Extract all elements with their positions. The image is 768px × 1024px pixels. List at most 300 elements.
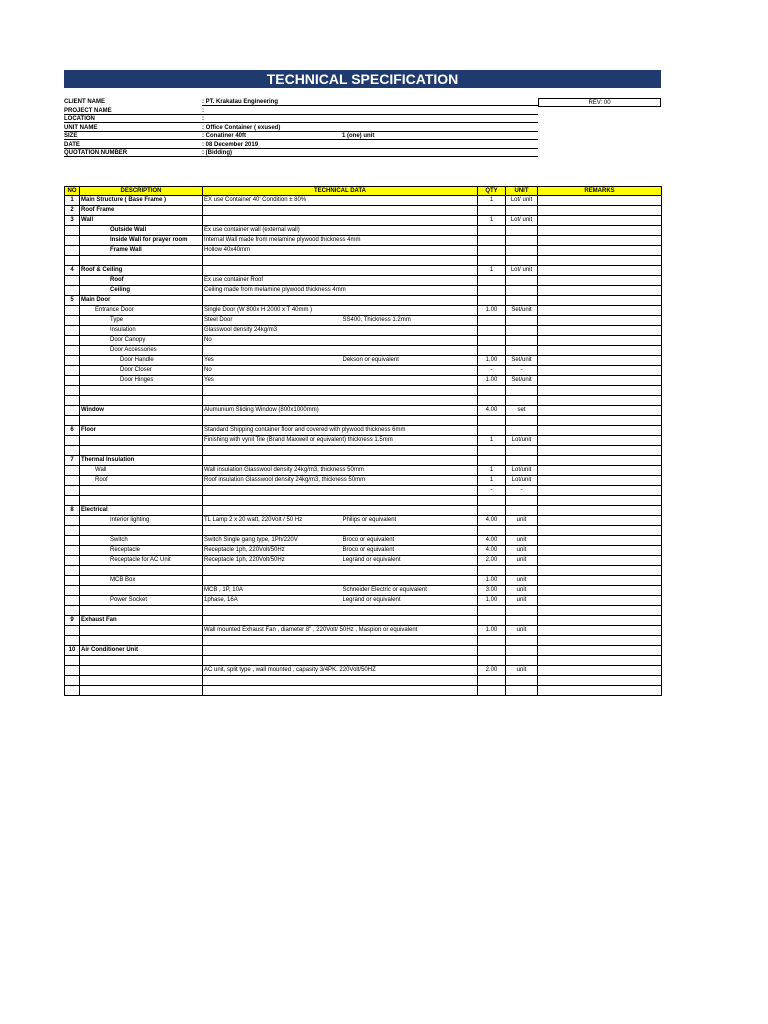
table-row <box>65 466 662 476</box>
row-description <box>80 686 203 696</box>
row-description: Receptacle for AC Unit <box>80 556 203 566</box>
row-description: Frame Wall <box>80 246 203 256</box>
row-qty: 1 <box>478 466 506 476</box>
row-qty: 3.00 <box>478 586 506 596</box>
row-unit <box>506 616 538 626</box>
row-number <box>65 346 80 356</box>
row-technical-data: Steel Door <box>203 316 342 326</box>
row-qty <box>478 566 506 576</box>
row-unit: Lot/ unit <box>506 266 538 276</box>
table-row <box>65 586 662 596</box>
spec-sheet <box>64 70 661 673</box>
row-unit <box>506 656 538 666</box>
row-technical-data-secondary: Legrand or equivalent <box>342 556 478 566</box>
row-unit <box>506 446 538 456</box>
row-remarks <box>538 206 662 216</box>
row-unit: unit <box>506 576 538 586</box>
row-technical-data-secondary <box>342 566 478 576</box>
row-unit <box>506 676 538 686</box>
row-technical-data <box>203 566 342 576</box>
row-number <box>65 396 80 406</box>
row-unit <box>506 496 538 506</box>
row-technical-data <box>203 656 342 666</box>
row-number: 2 <box>65 206 80 216</box>
row-qty <box>478 226 506 236</box>
row-technical-data: MCB , 1P, 10A <box>203 586 342 596</box>
row-qty: - <box>478 486 506 496</box>
row-remarks <box>538 676 662 686</box>
table-row <box>65 446 662 456</box>
row-qty: 1 <box>478 476 506 486</box>
row-technical-data: No <box>203 336 342 346</box>
row-unit: - <box>506 486 538 496</box>
table-row <box>65 346 662 356</box>
row-technical-data: Standard Shipping container floor and covered with plywood thickness 6mm <box>203 426 342 436</box>
row-technical-data: Roof insulation Glasswool density 24kg/m3, thickness 50mm <box>203 476 342 486</box>
row-unit <box>506 296 538 306</box>
row-qty <box>478 256 506 266</box>
row-number <box>65 486 80 496</box>
row-qty: 2.00 <box>478 666 506 676</box>
header-field-value: : (Bidding) <box>202 150 232 156</box>
row-unit: unit <box>506 556 538 566</box>
row-technical-data: Yes <box>203 356 342 366</box>
row-remarks <box>538 626 662 636</box>
row-remarks <box>538 426 662 436</box>
row-technical-data <box>203 396 342 406</box>
row-remarks <box>538 316 662 326</box>
row-qty <box>478 346 506 356</box>
row-unit: Set/unit <box>506 306 538 316</box>
row-remarks <box>538 666 662 676</box>
row-remarks <box>538 346 662 356</box>
row-description <box>80 396 203 406</box>
revision-box: REV: 00 <box>538 98 661 107</box>
row-remarks <box>538 556 662 566</box>
row-unit <box>506 386 538 396</box>
row-qty: 4.00 <box>478 516 506 526</box>
row-unit: set <box>506 406 538 416</box>
table-row <box>65 456 662 466</box>
spec-table <box>64 186 662 696</box>
row-remarks <box>538 246 662 256</box>
row-remarks <box>538 396 662 406</box>
row-technical-data-secondary <box>342 676 478 686</box>
row-unit: Lot/ unit <box>506 216 538 226</box>
header-field-row <box>64 124 538 132</box>
row-qty <box>478 646 506 656</box>
row-number <box>65 586 80 596</box>
row-unit: Lot/unit <box>506 476 538 486</box>
row-technical-data-secondary <box>342 336 478 346</box>
row-qty <box>478 416 506 426</box>
row-technical-data-secondary: Broco or equivalent <box>342 546 478 556</box>
row-remarks <box>538 216 662 226</box>
row-remarks <box>538 236 662 246</box>
table-row <box>65 336 662 346</box>
row-technical-data-secondary <box>342 526 478 536</box>
row-technical-data-secondary <box>342 206 478 216</box>
row-unit <box>506 416 538 426</box>
table-row <box>65 566 662 576</box>
row-unit <box>506 286 538 296</box>
row-description: Insulation <box>80 326 203 336</box>
row-technical-data: TL Lamp 2 x 20 watt, 220Volt / 50 Hz <box>203 516 342 526</box>
row-remarks <box>538 466 662 476</box>
table-row <box>65 576 662 586</box>
row-description <box>80 626 203 636</box>
row-remarks <box>538 276 662 286</box>
row-qty <box>478 676 506 686</box>
row-unit <box>506 206 538 216</box>
row-technical-data-secondary <box>342 366 478 376</box>
header-field-value: : <box>202 116 204 122</box>
row-qty <box>478 426 506 436</box>
row-description <box>80 256 203 266</box>
row-description <box>80 446 203 456</box>
table-row <box>65 286 662 296</box>
table-row <box>65 666 662 676</box>
row-number: 3 <box>65 216 80 226</box>
table-row <box>65 596 662 606</box>
table-row <box>65 556 662 566</box>
table-row <box>65 436 662 446</box>
row-unit: unit <box>506 536 538 546</box>
row-remarks <box>538 526 662 536</box>
row-number <box>65 416 80 426</box>
table-row <box>65 396 662 406</box>
header-field-label: DATE <box>64 141 80 148</box>
row-qty: 1.00 <box>478 626 506 636</box>
row-technical-data-secondary <box>342 276 478 286</box>
row-technical-data-secondary: Philips or equivalent <box>342 516 478 526</box>
row-remarks <box>538 386 662 396</box>
row-description: Roof <box>80 476 203 486</box>
row-qty <box>478 686 506 696</box>
row-description: Thermal Insulation <box>80 456 203 466</box>
row-description <box>80 606 203 616</box>
row-technical-data-secondary <box>342 226 478 236</box>
header-field-row <box>64 141 538 149</box>
table-row <box>65 476 662 486</box>
row-number <box>65 236 80 246</box>
row-technical-data-secondary <box>342 266 478 276</box>
row-description <box>80 416 203 426</box>
table-row <box>65 306 662 316</box>
row-technical-data: Ex use container Roof <box>203 276 342 286</box>
row-unit <box>506 316 538 326</box>
row-technical-data <box>203 526 342 536</box>
row-technical-data-secondary <box>342 376 478 386</box>
row-qty <box>478 456 506 466</box>
row-number <box>65 636 80 646</box>
row-remarks <box>538 196 662 206</box>
row-unit: unit <box>506 626 538 636</box>
row-qty: 4.00 <box>478 406 506 416</box>
row-technical-data <box>203 576 342 586</box>
row-description: Door Accessories <box>80 346 203 356</box>
col-header-remarks: REMARKS <box>538 187 662 196</box>
row-description: Power Socket <box>80 596 203 606</box>
row-qty <box>478 286 506 296</box>
table-row <box>65 496 662 506</box>
row-technical-data: Internal Wall made from melamine plywood thickness 4mm <box>203 236 342 246</box>
row-technical-data <box>203 646 342 656</box>
row-number <box>65 566 80 576</box>
table-row <box>65 296 662 306</box>
row-unit: - <box>506 366 538 376</box>
row-description: Main Structure ( Base Frame ) <box>80 196 203 206</box>
row-technical-data: Switch Single gang type, 1Ph/220V <box>203 536 342 546</box>
row-number: 9 <box>65 616 80 626</box>
row-description <box>80 666 203 676</box>
row-remarks <box>538 416 662 426</box>
row-number <box>65 356 80 366</box>
row-remarks <box>538 546 662 556</box>
row-remarks <box>538 586 662 596</box>
col-header-qty: QTY <box>478 187 506 196</box>
row-qty <box>478 496 506 506</box>
row-number <box>65 476 80 486</box>
row-technical-data: Alumunium Sliding Window (800x1000mm) <box>203 406 342 416</box>
row-description: MCB Box <box>80 576 203 586</box>
row-remarks <box>538 476 662 486</box>
table-row <box>65 196 662 206</box>
row-description <box>80 566 203 576</box>
row-technical-data <box>203 506 342 516</box>
row-remarks <box>538 506 662 516</box>
table-row <box>65 356 662 366</box>
table-row <box>65 626 662 636</box>
table-row <box>65 646 662 656</box>
row-number <box>65 606 80 616</box>
row-remarks <box>538 656 662 666</box>
row-description: Wall <box>80 216 203 226</box>
row-remarks <box>538 446 662 456</box>
row-technical-data <box>203 266 342 276</box>
row-technical-data-secondary <box>342 576 478 586</box>
row-qty <box>478 336 506 346</box>
header-rule <box>64 156 538 157</box>
row-description: Roof Frame <box>80 206 203 216</box>
table-header-row <box>65 187 662 196</box>
header-field-value: : <box>202 107 204 114</box>
row-number <box>65 576 80 586</box>
header-field-value: : PT. Krakatau Engineering <box>202 99 279 105</box>
row-qty <box>478 206 506 216</box>
row-technical-data <box>203 446 342 456</box>
table-row <box>65 236 662 246</box>
row-unit <box>506 456 538 466</box>
row-number <box>65 336 80 346</box>
row-number <box>65 666 80 676</box>
row-technical-data <box>203 346 342 356</box>
row-technical-data-secondary <box>342 346 478 356</box>
row-description <box>80 386 203 396</box>
document-title: TECHNICAL SPECIFICATION <box>64 70 661 88</box>
row-technical-data-secondary <box>342 306 478 316</box>
table-row <box>65 326 662 336</box>
row-qty <box>478 656 506 666</box>
row-technical-data-secondary <box>342 216 478 226</box>
table-row <box>65 246 662 256</box>
table-row <box>65 506 662 516</box>
row-unit: Set/unit <box>506 356 538 366</box>
row-number <box>65 526 80 536</box>
header-field-value: : Office Container ( exused) <box>202 124 281 131</box>
row-number <box>65 386 80 396</box>
header-field-row <box>64 149 538 157</box>
row-remarks <box>538 406 662 416</box>
row-remarks <box>538 336 662 346</box>
row-technical-data: Receptacle 1ph, 220Volt/50Hz <box>203 546 342 556</box>
row-unit: unit <box>506 596 538 606</box>
row-technical-data-secondary <box>342 256 478 266</box>
row-unit <box>506 566 538 576</box>
row-description <box>80 486 203 496</box>
row-technical-data-secondary <box>342 656 478 666</box>
row-qty <box>478 386 506 396</box>
row-number: 1 <box>65 196 80 206</box>
header-field-row <box>64 115 538 123</box>
row-number <box>65 256 80 266</box>
row-description: Floor <box>80 426 203 436</box>
row-description: Exhaust Fan <box>80 616 203 626</box>
row-technical-data <box>203 486 342 496</box>
row-technical-data-secondary <box>342 446 478 456</box>
row-description: Outside Wall <box>80 226 203 236</box>
row-qty <box>478 526 506 536</box>
row-number: 7 <box>65 456 80 466</box>
row-technical-data-secondary <box>342 396 478 406</box>
row-description: Window <box>80 406 203 416</box>
row-unit <box>506 246 538 256</box>
row-unit <box>506 636 538 646</box>
row-technical-data-secondary: Dekson or equivalent <box>342 356 478 366</box>
row-unit <box>506 226 538 236</box>
row-technical-data: EX use Container 40' Condition ± 80% <box>203 196 342 206</box>
row-number <box>65 226 80 236</box>
row-technical-data-secondary <box>342 456 478 466</box>
row-unit <box>506 526 538 536</box>
row-technical-data: 1phase, 16A <box>203 596 342 606</box>
row-unit <box>506 326 538 336</box>
row-number: 10 <box>65 646 80 656</box>
row-technical-data-secondary: Broco or equivalent <box>342 536 478 546</box>
table-row <box>65 376 662 386</box>
row-qty: 1 <box>478 196 506 206</box>
header-field-label: LOCATION <box>64 116 95 122</box>
row-qty <box>478 506 506 516</box>
table-row <box>65 606 662 616</box>
table-row <box>65 406 662 416</box>
row-technical-data-secondary <box>342 246 478 256</box>
row-description: Roof <box>80 276 203 286</box>
row-remarks <box>538 256 662 266</box>
row-description: Air Conditioner Unit <box>80 646 203 656</box>
row-unit <box>506 256 538 266</box>
row-unit <box>506 506 538 516</box>
row-technical-data: Yes <box>203 376 342 386</box>
row-number: 6 <box>65 426 80 436</box>
row-number <box>65 536 80 546</box>
row-unit: unit <box>506 666 538 676</box>
row-qty <box>478 446 506 456</box>
row-description <box>80 526 203 536</box>
row-technical-data-secondary <box>342 486 478 496</box>
row-description <box>80 656 203 666</box>
row-description: Ceiling <box>80 286 203 296</box>
row-qty <box>478 246 506 256</box>
row-description: Type <box>80 316 203 326</box>
row-qty: 4.00 <box>478 536 506 546</box>
row-technical-data-secondary <box>342 416 478 426</box>
table-row <box>65 256 662 266</box>
header-field-row <box>64 98 538 106</box>
table-row <box>65 316 662 326</box>
row-description: Door Canopy <box>80 336 203 346</box>
col-header-no: NO <box>65 187 80 196</box>
row-unit <box>506 336 538 346</box>
row-remarks <box>538 376 662 386</box>
row-remarks <box>538 636 662 646</box>
row-technical-data: Receptacle 1ph, 220Volt/50Hz <box>203 556 342 566</box>
row-remarks <box>538 486 662 496</box>
row-technical-data <box>203 676 342 686</box>
row-technical-data-secondary <box>342 286 478 296</box>
table-row <box>65 216 662 226</box>
row-technical-data <box>203 606 342 616</box>
row-qty: 1 <box>478 216 506 226</box>
row-remarks <box>538 366 662 376</box>
row-number <box>65 656 80 666</box>
row-description: Entrance Door <box>80 306 203 316</box>
row-number <box>65 286 80 296</box>
header-field-label: SIZE <box>64 133 78 139</box>
row-remarks <box>538 266 662 276</box>
row-number <box>65 376 80 386</box>
row-unit <box>506 686 538 696</box>
row-description <box>80 676 203 686</box>
row-remarks <box>538 596 662 606</box>
row-technical-data <box>203 616 342 626</box>
row-qty: 1 <box>478 266 506 276</box>
row-remarks <box>538 286 662 296</box>
table-row <box>65 266 662 276</box>
row-technical-data: Ex use container wall (external wall) <box>203 226 342 236</box>
table-row <box>65 676 662 686</box>
row-technical-data <box>203 206 342 216</box>
table-row <box>65 546 662 556</box>
row-qty: 1.00 <box>478 376 506 386</box>
header-field-value: : Conatiner 40ft <box>202 133 247 139</box>
row-unit <box>506 606 538 616</box>
row-description: Door Handle <box>80 356 203 366</box>
row-number <box>65 496 80 506</box>
row-unit: unit <box>506 516 538 526</box>
row-technical-data: Hollow 40x40mm <box>203 246 342 256</box>
row-qty: 1.00 <box>478 356 506 366</box>
table-row <box>65 226 662 236</box>
row-description: Door Closer <box>80 366 203 376</box>
table-row <box>65 636 662 646</box>
row-number <box>65 406 80 416</box>
header-field-value: : 08 December 2019 <box>202 141 259 148</box>
row-description: Roof & Ceiling <box>80 266 203 276</box>
row-remarks <box>538 606 662 616</box>
row-qty <box>478 236 506 246</box>
row-number <box>65 546 80 556</box>
